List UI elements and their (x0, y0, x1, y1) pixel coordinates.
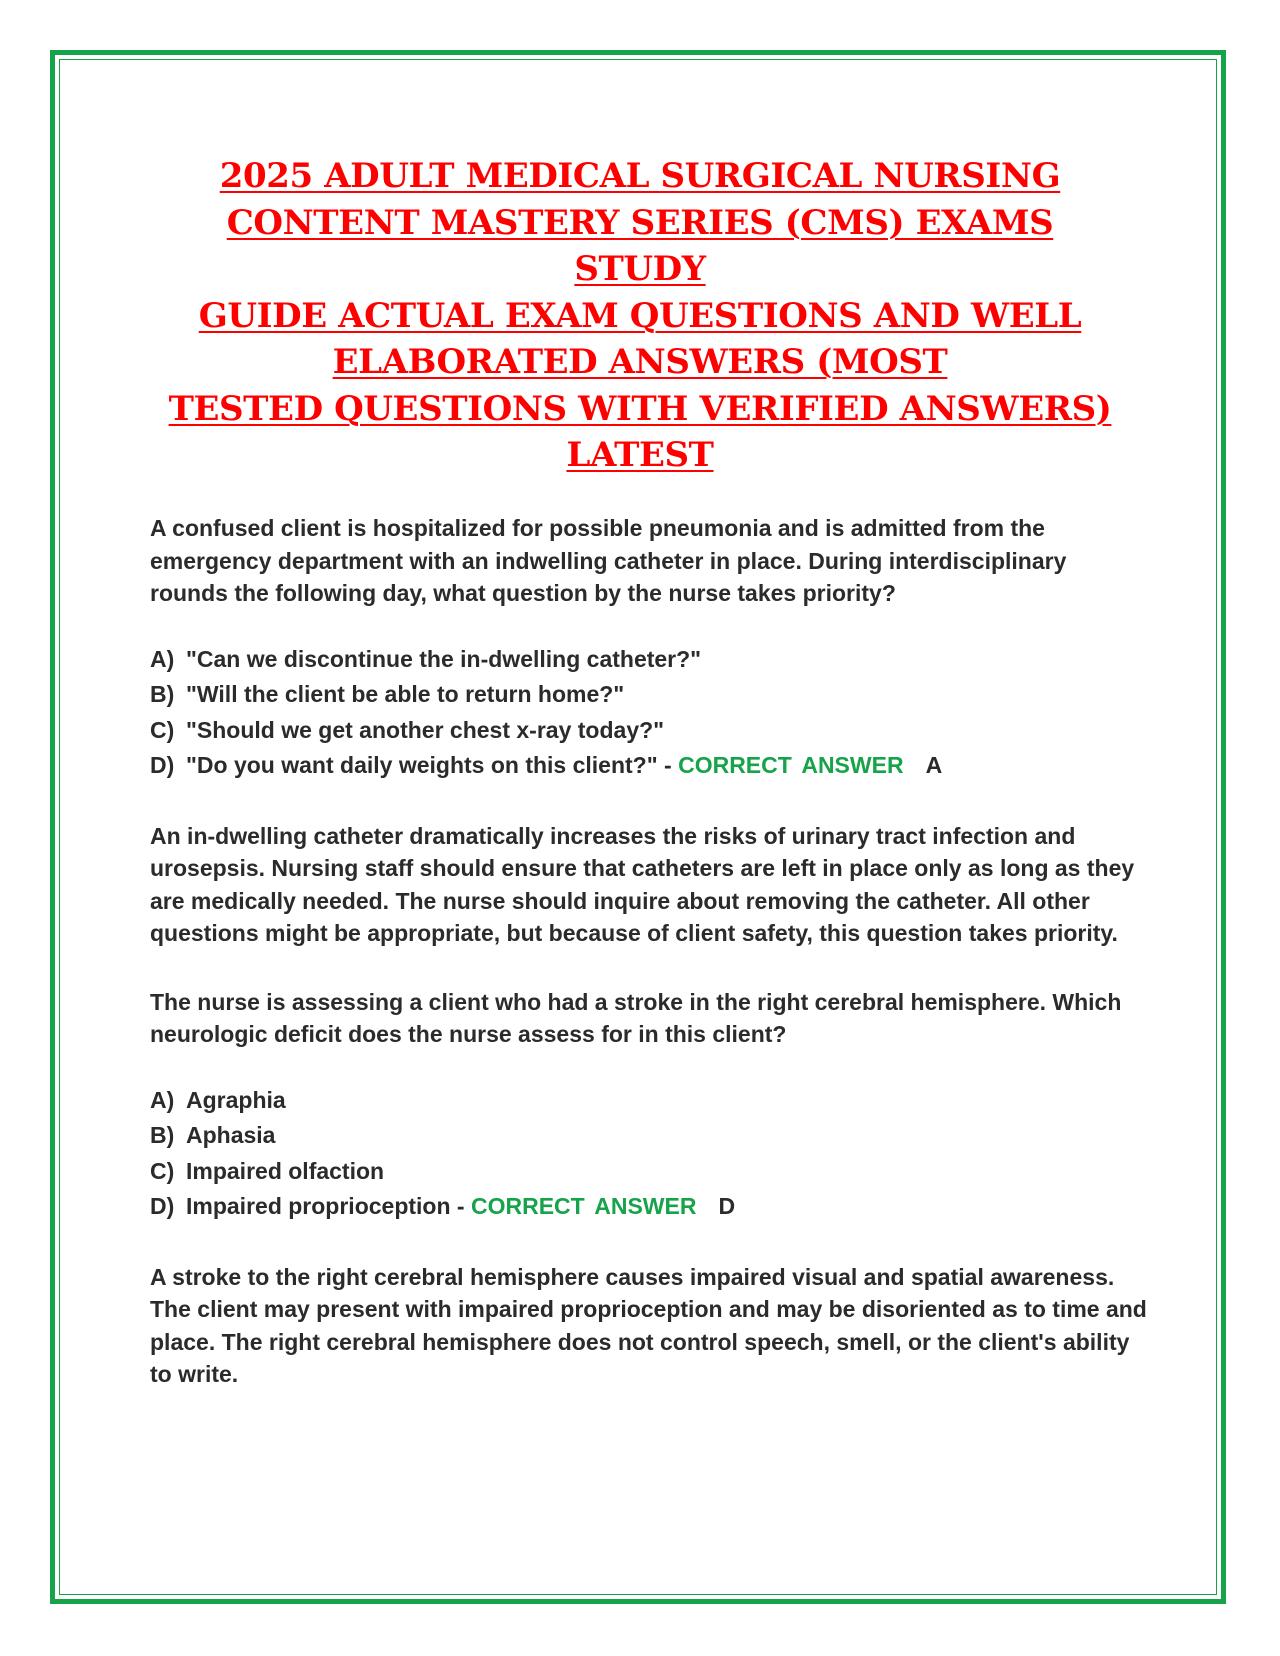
option-letter: C) (150, 1157, 175, 1184)
correct-answer-letter: A (925, 752, 943, 778)
question-stem: The nurse is assessing a client who had a stroke in the right cerebral hemisphere. Which neurologic deficit does the nurse assess for in this client? (150, 988, 1122, 1047)
question-1 (150, 512, 1150, 950)
answer-separator: - (657, 752, 679, 778)
option-letter: A) (150, 645, 175, 672)
option-text: "Should we get another chest x-ray today?" (186, 716, 665, 743)
title-line-7: LATEST (566, 435, 714, 475)
answer-options (150, 1083, 1150, 1225)
option-text: "Do you want daily weights on this client?" (186, 752, 658, 778)
option-text: Impaired olfaction (186, 1157, 385, 1184)
title-line-1: 2025 ADULT MEDICAL SURGICAL NURSING (219, 156, 1061, 196)
option-text: "Can we discontinue the in-dwelling catheter?" (186, 645, 702, 672)
option-text: Agraphia (186, 1086, 286, 1113)
answer-separator: - (450, 1193, 471, 1219)
title-line-6: TESTED QUESTIONS WITH VERIFIED ANSWERS) (168, 388, 1112, 429)
option-b (150, 1118, 1150, 1154)
option-a (150, 1083, 1150, 1119)
option-letter: D) (150, 1193, 175, 1219)
option-letter: B) (150, 681, 175, 707)
option-c (150, 1154, 1150, 1190)
option-b (150, 677, 1150, 713)
title-line-2: CONTENT MASTERY SERIES (CMS) EXAMS (226, 202, 1054, 243)
option-d (150, 1189, 1150, 1225)
option-d (150, 748, 1150, 784)
answer-rationale: A stroke to the right cerebral hemisphere causes impaired visual and spatial awareness. The client may present with impaired proprioception and may be disoriented as to time and place. The right cerebral hemisphere does not control speech, smell, or the client's ability to write. (150, 1263, 1147, 1387)
answer-rationale: An in-dwelling catheter dramatically increases the risks of urinary tract infection and urosepsis. Nursing staff should ensure that catheters are left in place only as long as they are medically needed. The nurse should inquire about removing the catheter. All other questions might be appropriate, but because of client safety, this question takes priority. (150, 822, 1135, 946)
option-letter: A) (150, 1086, 175, 1113)
option-letter: D) (150, 752, 175, 778)
option-text: Impaired proprioception (186, 1193, 451, 1219)
option-letter: B) (150, 1122, 175, 1148)
document-title (120, 153, 1160, 479)
document-body (150, 512, 1150, 1391)
answer-options (150, 642, 1150, 784)
option-text: "Will the client be able to return home?" (186, 681, 625, 707)
question-2 (150, 986, 1150, 1391)
correct-answer-letter: D (718, 1193, 736, 1219)
question-stem: A confused client is hospitalized for possible pneumonia and is admitted from the emergency department with an indwelling catheter in place. During interdisciplinary rounds the following day, what question by the nurse takes priority? (150, 515, 1067, 606)
correct-answer-label: CORRECT ANSWER (678, 752, 904, 778)
option-c (150, 713, 1150, 749)
option-a (150, 642, 1150, 678)
correct-answer-label: CORRECT ANSWER (470, 1193, 697, 1219)
option-text: Aphasia (186, 1122, 276, 1148)
title-line-5: ELABORATED ANSWERS (MOST (332, 342, 948, 382)
title-line-3: STUDY (574, 249, 706, 289)
option-letter: C) (150, 716, 175, 743)
title-line-4: GUIDE ACTUAL EXAM QUESTIONS AND WELL (198, 295, 1082, 336)
